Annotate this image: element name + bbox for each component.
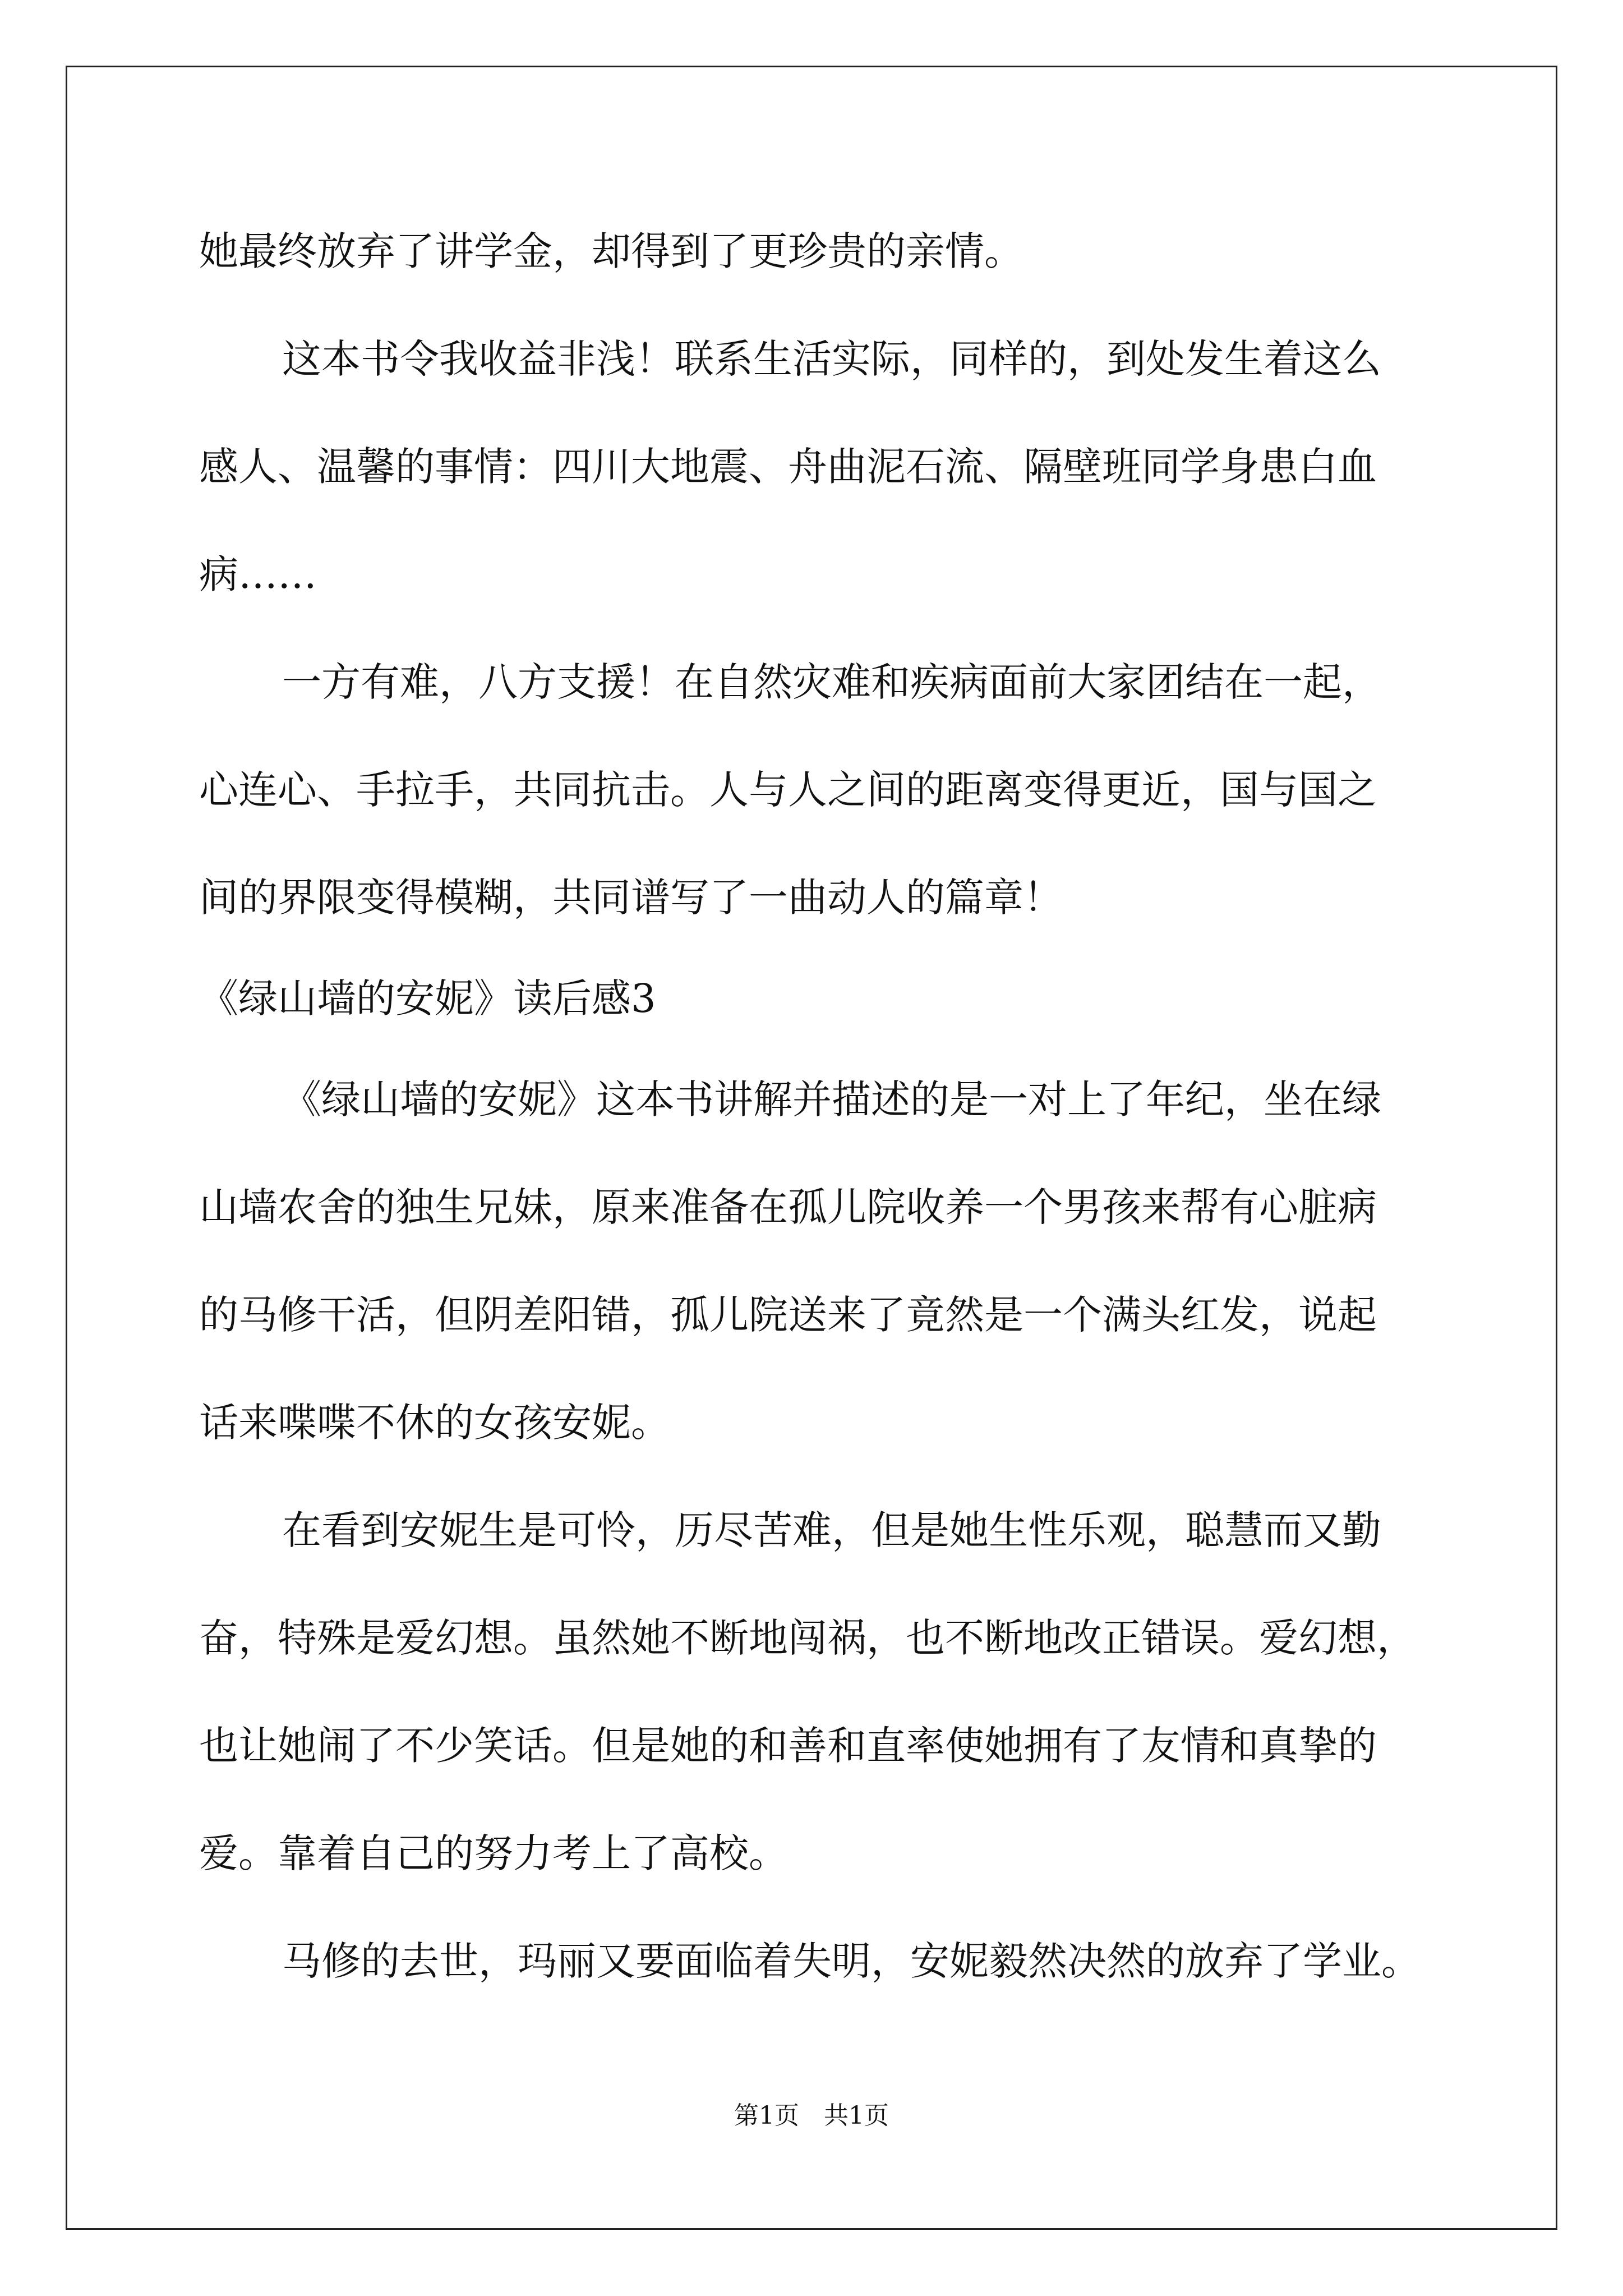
paragraph-line: 奋，特殊是爱幻想。虽然她不断地闯祸，也不断地改正错误。爱幻想， bbox=[199, 1615, 1416, 1661]
paragraph-line: 爱。靠着自己的努力考上了高校。 bbox=[199, 1830, 788, 1876]
paragraph-line: 也让她闹了不少笑话。但是她的和善和直率使她拥有了友情和真挚的 bbox=[199, 1723, 1377, 1769]
page-border bbox=[66, 66, 1557, 2230]
paragraph-line: 病…… bbox=[199, 551, 317, 597]
paragraph-line: 一方有难，八方支援！在自然灾难和疾病面前大家团结在一起， bbox=[282, 659, 1381, 705]
paragraph-line: 山墙农舍的独生兄妹，原来准备在孤儿院收养一个男孩来帮有心脏病 bbox=[199, 1184, 1377, 1230]
paragraph-line: 马修的去世，玛丽又要面临着失明，安妮毅然决然的放弃了学业。 bbox=[282, 1938, 1421, 1984]
paragraph-line: 这本书令我收益非浅！联系生活实际，同样的，到处发生着这么 bbox=[282, 336, 1381, 382]
paragraph-line: 心连心、手拉手，共同抗击。人与人之间的距离变得更近，国与国之 bbox=[199, 767, 1377, 813]
paragraph-line: 《绿山墙的安妮》这本书讲解并描述的是一对上了年纪，坐在绿 bbox=[282, 1076, 1381, 1122]
paragraph-line: 话来喋喋不休的女孩安妮。 bbox=[199, 1400, 670, 1446]
section-heading: 《绿山墙的安妮》读后感3 bbox=[199, 976, 656, 1022]
paragraph-line: 间的界限变得模糊，共同谱写了一曲动人的篇章！ bbox=[199, 875, 1063, 921]
paragraph-line: 的马修干活，但阴差阳错，孤儿院送来了竟然是一个满头红发，说起 bbox=[199, 1292, 1377, 1338]
paragraph-line: 在看到安妮生是可怜，历尽苦难，但是她生性乐观，聪慧而又勤 bbox=[282, 1507, 1381, 1553]
page-footer: 第1页 共1页 bbox=[734, 2101, 889, 2130]
paragraph-line: 感人、温馨的事情：四川大地震、舟曲泥石流、隔壁班同学身患白血 bbox=[199, 444, 1377, 490]
paragraph-line: 她最终放弃了讲学金，却得到了更珍贵的亲情。 bbox=[199, 228, 1023, 274]
